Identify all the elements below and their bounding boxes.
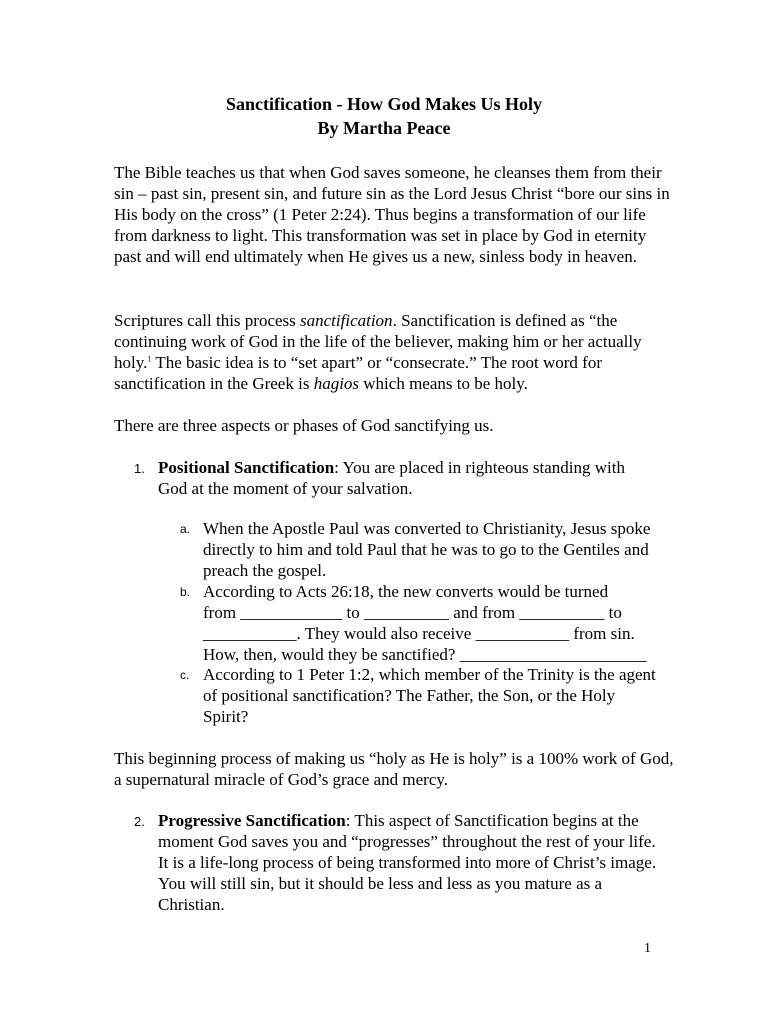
- sub-b-line-2: [203, 602, 663, 623]
- intro-paragraph: The Bible teaches us that when God saves someone, he cleanses them from their sin – past sin, present sin, and future sin as the Lord Jesus Christ “bore our sins in His body on the cross” (1 Peter 2:24). Thus begins a transformation of our life from darkness to light. This transformation was set in place by God in eternity past and will end ultimately when He gives us a new, sinless body in heaven.: [114, 163, 670, 266]
- sub-marker: a.: [180, 522, 191, 536]
- document-title: Sanctification - How God Makes Us Holy: [225, 94, 542, 114]
- item-text: : You are placed in righteous standing with God at the moment of your salvation.: [158, 458, 626, 498]
- text-span: How, then, would they be sanctified?: [203, 645, 460, 664]
- footnote-mark: 1: [147, 354, 152, 364]
- aspects-intro: There are three aspects or phases of God sanctifying us.: [114, 416, 494, 435]
- definition-lead: Scriptures call this process: [114, 311, 301, 330]
- sub-b-line-3: [203, 623, 663, 644]
- sub-item-body: [203, 581, 663, 665]
- fill-blank: ______________________: [459, 645, 647, 664]
- sub-item-body: According to 1 Peter 1:2, which member of the Trinity is the agent of positional sanctification? The Father, the Son, or the Holy Spirit?: [203, 665, 656, 726]
- fill-blank: __________: [364, 603, 450, 622]
- sub-b-line-1: According to Acts 26:18, the new converts would be turned: [203, 582, 609, 601]
- text-span: . They would also receive: [296, 624, 476, 643]
- text-span: to: [604, 603, 622, 622]
- text-span: from: [203, 603, 241, 622]
- item-heading: Progressive Sanctification: [158, 811, 346, 830]
- summary-paragraph: This beginning process of making us “holy as He is holy” is a 100% work of God, a supernatural miracle of God’s grace and mercy.: [114, 749, 674, 789]
- fill-blank: ___________: [475, 624, 570, 643]
- greek-term: hagios: [313, 374, 360, 393]
- text-span: from sin.: [569, 624, 635, 643]
- sub-b-line-4: [203, 644, 663, 665]
- fill-blank: ___________: [203, 624, 297, 643]
- definition-mid: . Sanctification is defined as “the continuing work of God in the life of the believer, making him or her actually holy.: [114, 311, 642, 372]
- definition-paragraph: [114, 310, 674, 394]
- document-title-block: [0, 92, 768, 140]
- list-marker: 2.: [134, 814, 145, 829]
- item-heading: Positional Sanctification: [158, 458, 335, 477]
- definition-end: which means to be holy.: [359, 374, 528, 393]
- sub-item-body: When the Apostle Paul was converted to Christianity, Jesus spoke directly to him and told Paul that he was to go to the Gentiles and preach the gospel.: [203, 519, 651, 580]
- list-item-body: [158, 810, 658, 915]
- definition-tail: The basic idea is to “set apart” or “consecrate.” The root word for sanctification in the Greek is: [114, 353, 602, 393]
- list-marker: 1.: [134, 461, 145, 476]
- sub-marker: b.: [180, 585, 191, 599]
- document-author: By Martha Peace: [317, 118, 451, 138]
- text-span: and from: [449, 603, 520, 622]
- list-item-body: [158, 457, 658, 499]
- definition-term: sanctification: [300, 311, 393, 330]
- text-span: to: [342, 603, 365, 622]
- fill-blank: __________: [519, 603, 605, 622]
- fill-blank: ____________: [240, 603, 343, 622]
- item-text: : This aspect of Sanctification begins at the moment God saves you and “progresses” throughout the rest of your life. It is a life-long process of being transformed into more of Christ’s image. You will still sin, but it should be less and less as you mature as a Christian.: [158, 811, 657, 914]
- sub-marker: c.: [180, 668, 190, 682]
- page-number: 1: [644, 941, 651, 956]
